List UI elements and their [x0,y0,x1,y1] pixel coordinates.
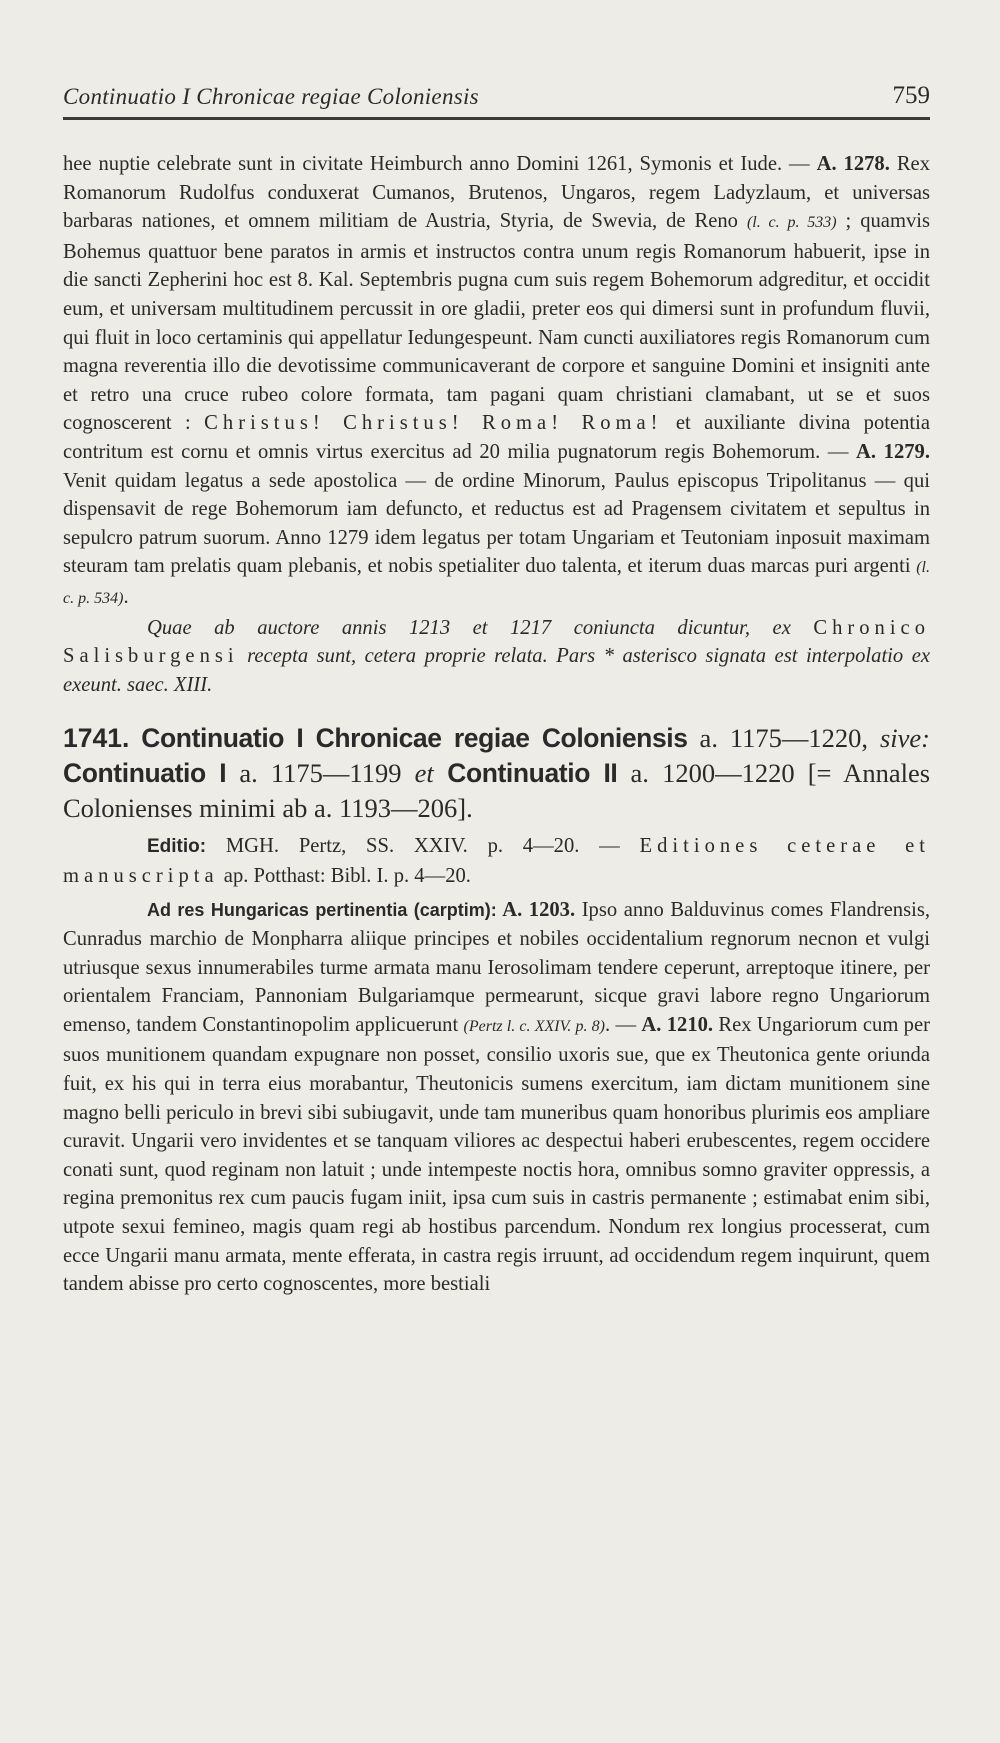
text-segment: Venit quidam legatus a sede apostolica — de ordine Minorum, Paulus episcopus Tripolitanus — qui dispensavit de rege Bohemorum iam defuncto, et reductus est ad Pragensem civitatem et sepultus in sepulcro patrum suorum. Anno 1279 idem legatus per totam Ungariam et Teutoniam inposuit maximam steuram tam prelatis quam plebanis, et nobis spetialiter duo talenta, et iterum duas marcas puri argenti [63,469,930,578]
editorial-note [63,614,930,700]
page-body [63,150,930,1299]
running-title: Continuatio I Chronicae regiae Coloniensis [63,84,479,109]
heading-italic: et [414,758,434,789]
text-segment: et auxiliante divina potentia contritum est cornu et omnis virtus exercitus ad 20 milia pugnatorum regis Bohemorum. — [63,412,930,463]
year-marker-1203: A. 1203. [496,899,576,922]
edition-text: MGH. Pertz, SS. XXIV. p. 4—20. — [206,835,640,858]
edition-label: Editio: [147,836,207,858]
year-marker-1279: A. 1279. [856,440,930,463]
spaced-source: Chronico Salisburgensi [63,616,930,668]
heading-text: a. 1175—1220, [687,723,880,754]
heading-title: Continuatio II [433,758,618,789]
spaced-text: Christus! Christus! Roma! Roma! [204,412,663,435]
page-number: 759 [892,82,930,109]
section-label: Ad res Hungaricas pertinentia (carptim): [147,900,497,921]
text-segment: . [123,585,129,608]
header-rule [63,117,930,120]
heading-italic: sive: [879,723,930,754]
reference: (Pertz l. c. XXIV. p. 8) [463,1017,605,1035]
edition-line [63,832,930,890]
text-segment: Ipso anno Balduvinus comes Flandrensis, Cunradus marchio de Monpharra aliique principes et nobiles occidentalium regnorum necnon et vulgi utriusque sexus innumerabiles turme armata manu Ierosolimam tendere ceperunt, arreptoque itinere, per orientalem Franciam, Pannoniam Bulgariamque permearunt, sicque gravi labore regno Ungariorum emenso, tandem Constantinopolim applicuerunt [63,899,930,1036]
note-text: recepta sunt, cetera proprie relata. Pars * asterisco signata est interpolatio ex exeunt. saec. XIII. [63,645,930,696]
text-segment: ; quamvis Bohemus quattuor bene paratos in armis et instructos contra unum regis Romanorum habuerit, ipse in die sancti Zepherini hoc est 8. Kal. Septembris pugna cum suis regem Bohemorum adgreditur, et occidit eum, et universam multitudinem percussit in ore gladii, preter eos qui dimersi sunt in profundum fluvii, qui fluit in loco certaminis qui appellatur Iedungespeunt. Nam cuncti auxiliatores regis Romanorum cum magna reverentia illo die devotissime communicaverant de corpore et sanguine Domini et insigniti ante et retro una cruce rubeo colore formata, tam pagani quam christiani clamabant, ut se et suos cognoscerent : [63,210,930,435]
text-segment: Rex Romanorum Rudolfus conduxerat Cumanos, Brutenos, Ungaros, regem Ladyzlaum, et universas barbaras nationes, et omnem militiam de Austria, Styria, de Swevia, de Reno [63,153,930,233]
page-header [63,80,930,116]
reference: (l. c. p. 533) [746,214,837,232]
paragraph-1278-1279 [63,150,930,614]
year-marker-1210: A. 1210. [641,1013,714,1036]
heading-text: a. 1200—1220 [= Annales Colonienses minimi ab a. 1193—206]. [63,758,931,824]
text-segment: . — [604,1013,642,1036]
year-marker-1278: A. 1278. [816,153,890,175]
heading-title: Continuatio I [63,758,227,789]
note-text: Quae ab auctore annis 1213 et 1217 coniuncta dicuntur, ex [147,616,814,639]
text-segment: Rex Ungariorum cum per suos munitionem quandam expugnare non posset, consilio uxoris sue, que ex Theutonica gente oriunda fuit, ex his qui in terra eius morabantur, Theutonicis sumens exercitum, iam dictam munitionem sine magno belli periculo in brevi sibi subiugavit, unde tam muneribus quam honoribus plurimis eos ampliare curavit. Ungarii vero invidentes et se tanquam viliores ac despectui haberi erubescentes, regem occidere conati sunt, quod reginam non latuit ; unde intempeste noctis hora, omnibus somno graviter oppressis, a regina premonitus rex cum paucis fugam iniit, ipsa cum suis in castris permanente ; estimabat enim sibi, utpote sexui femineo, magis quam regi ab hostibus parcendum. Nondum rex longius processerat, cum ecce Ungarii manu armata, mente efferata, in castra regis irruunt, ad occidendum regem inquirunt, quem tandem abisse pro certo cognoscentes, more bestiali [63,1013,930,1296]
edition-text: ap. Potthast: Bibl. I. p. 4—20. [218,864,471,887]
paragraph-hungarica [63,896,930,1298]
text-segment: hee nuptie celebrate sunt in civitate Heimburch anno Domini 1261, Symonis et Iude. — [63,153,817,175]
spaced-text: Editiones ceterae et manuscripta [63,835,930,887]
heading-text: a. 1175—1199 [226,758,415,789]
entry-number: 1741. [63,723,130,754]
reference: (l. c. p. 534) [63,559,930,607]
heading-title: Continuatio I Chronicae regiae Coloniensis [141,723,688,754]
section-heading [63,721,930,826]
